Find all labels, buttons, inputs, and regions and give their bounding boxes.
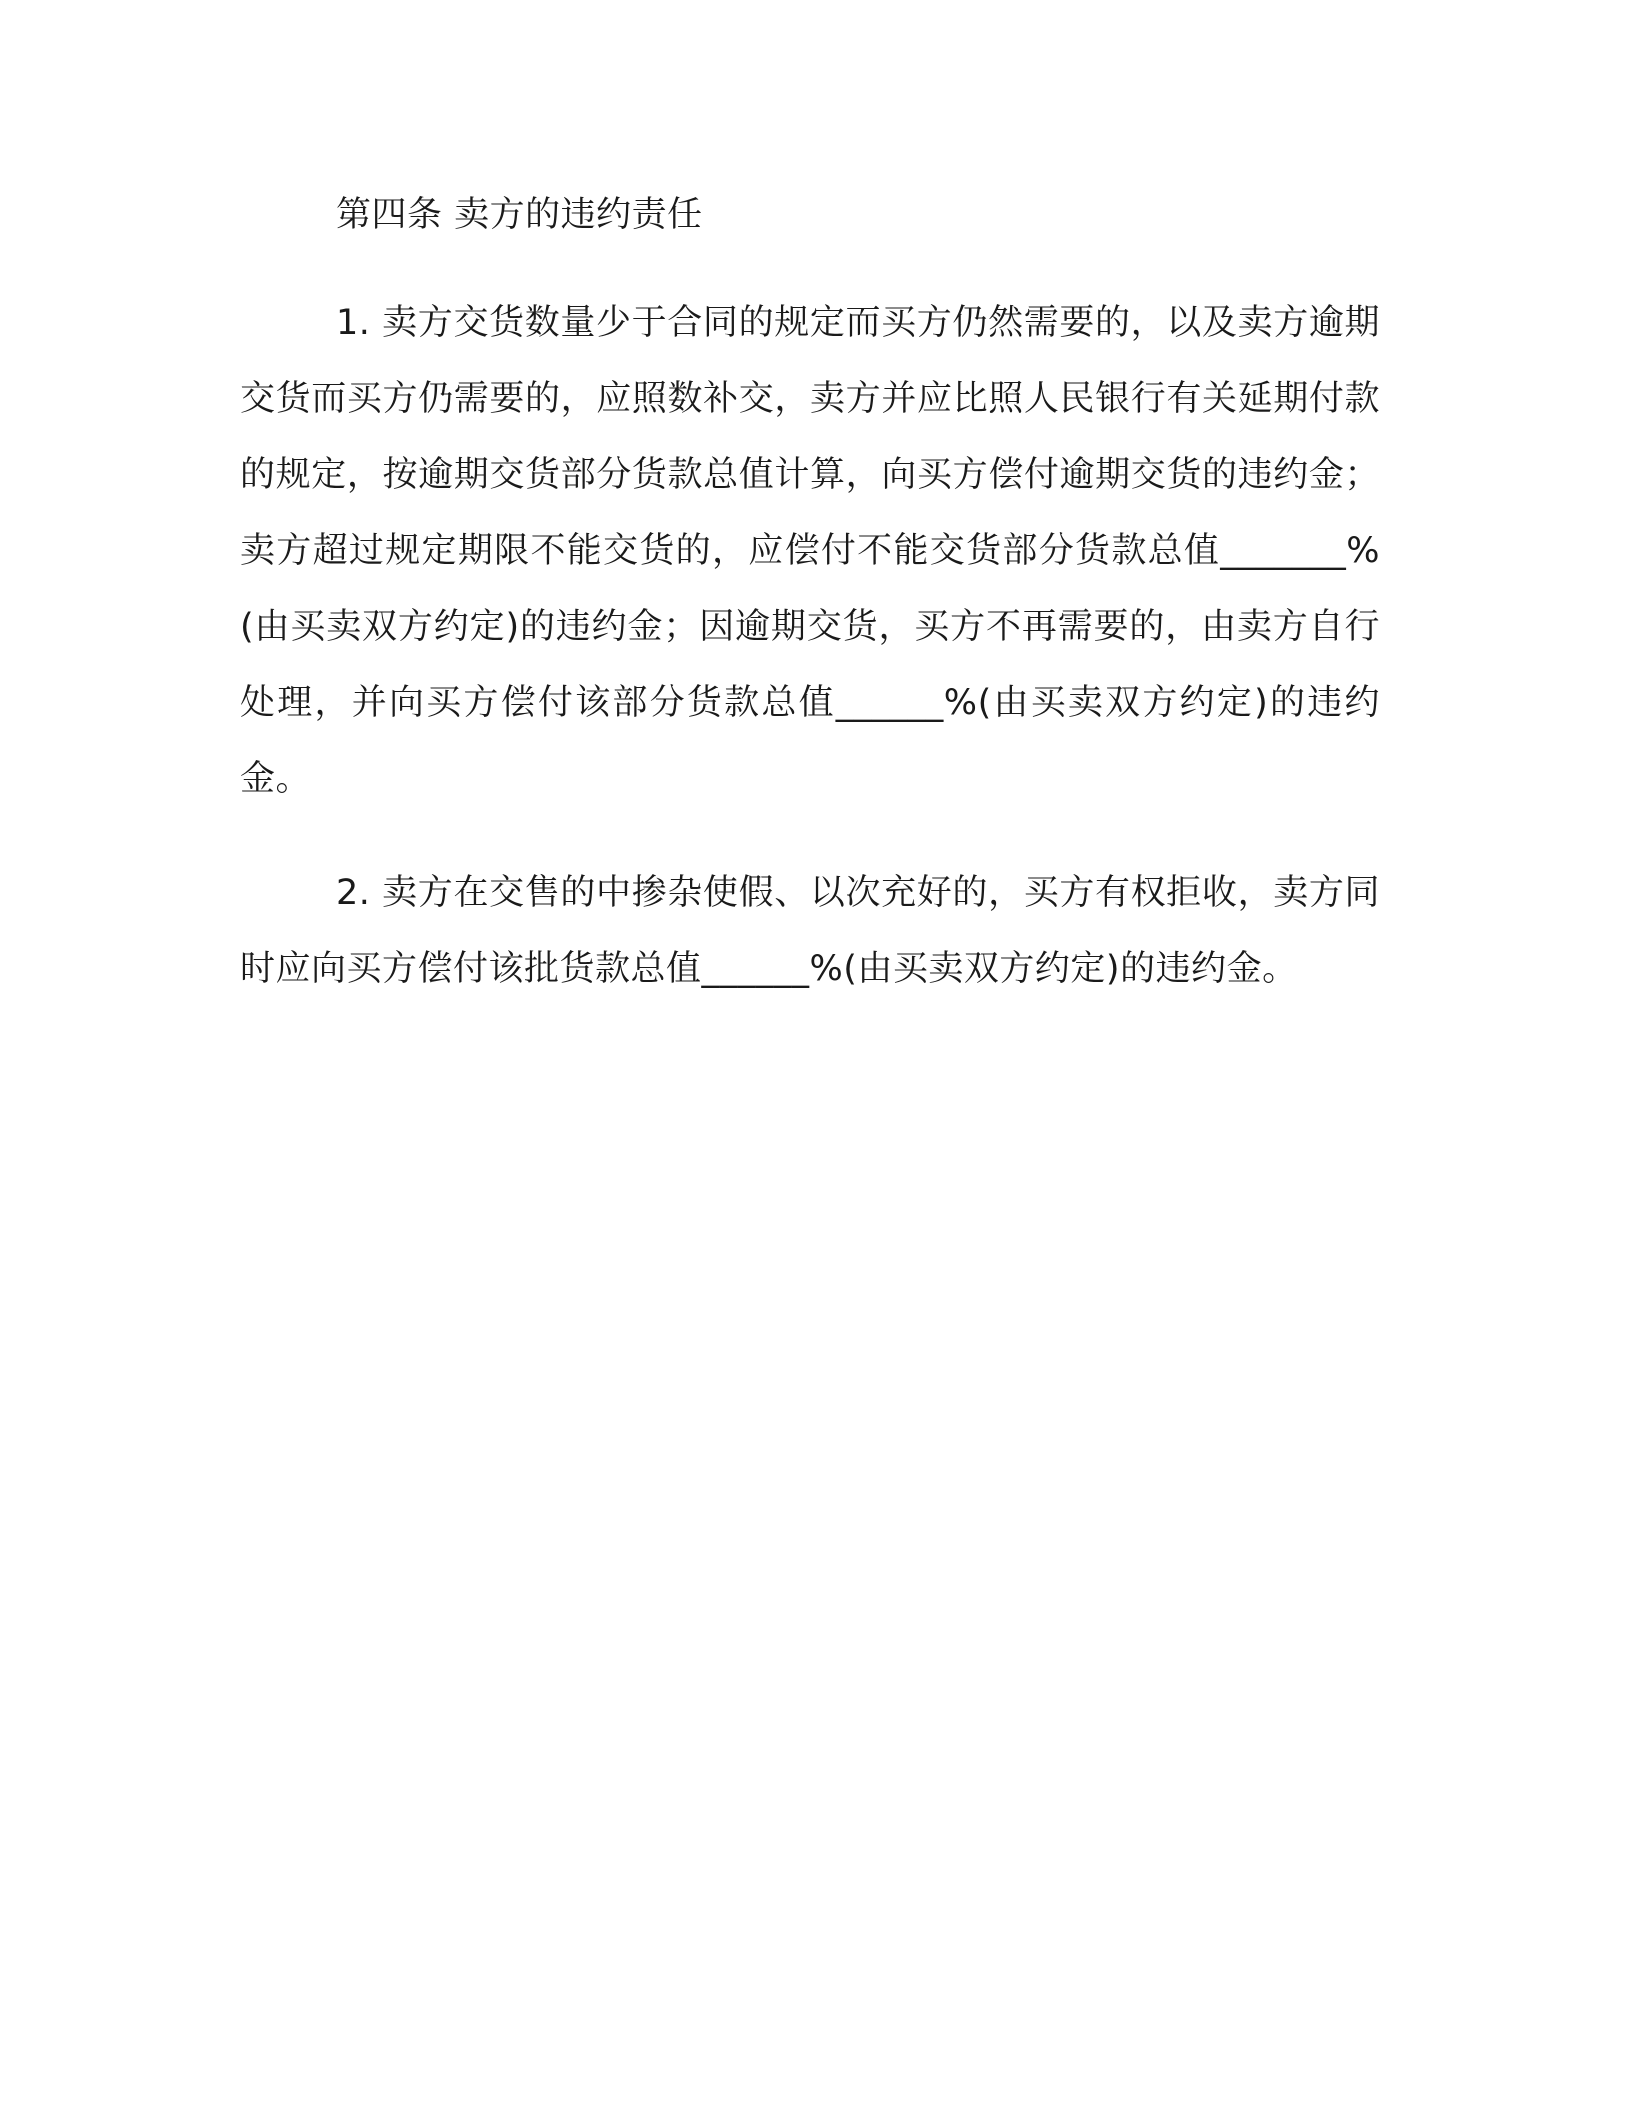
article-heading: 第四条 卖方的违约责任	[336, 195, 703, 235]
document-body	[240, 185, 1380, 1045]
paragraph-clause-1: 1. 卖方交货数量少于合同的规定而买方仍然需要的，以及卖方逾期交货而买方仍需要的，应照数补交，卖方并应比照人民银行有关延期付款的规定，按逾期交货部分货款总值计算，向买方偿付逾期交货的违约金；卖方超过规定期限不能交货的，应偿付不能交货部分货款总值_______%(由买卖双方约定)的违约金；因逾期交货，买方不再需要的，由卖方自行处理，并向买方偿付该部分货款总值______%(由买卖双方约定)的违约金。	[240, 303, 1380, 799]
paragraph-clause-2: 2. 卖方在交售的中掺杂使假、以次充好的，买方有权拒收，卖方同时应向买方偿付该批货款总值______%(由买卖双方约定)的违约金。	[240, 873, 1380, 989]
